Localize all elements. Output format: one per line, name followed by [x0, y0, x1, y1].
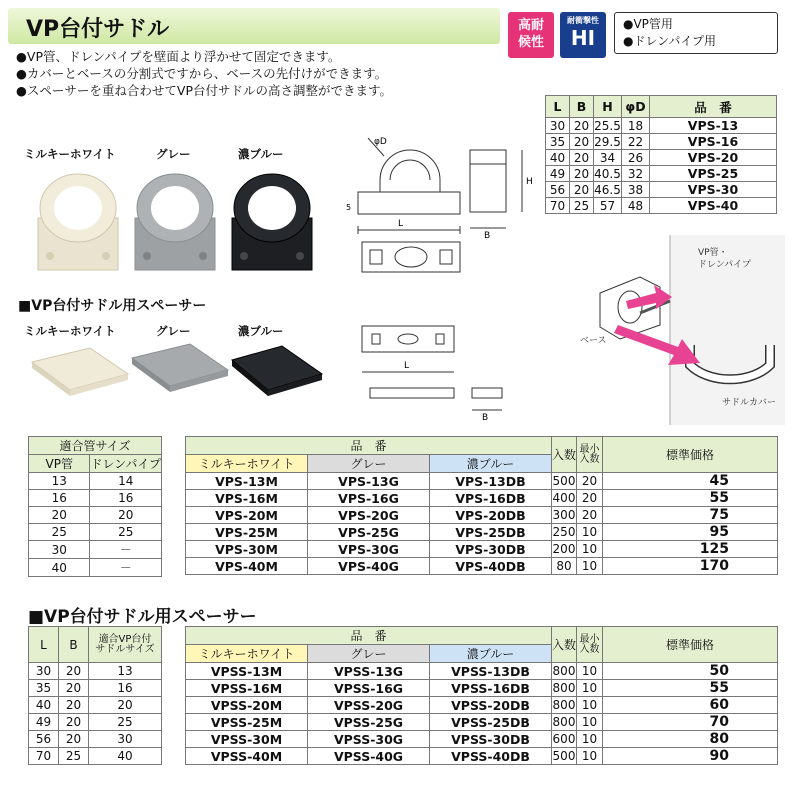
table-cell: VPS-13 — [650, 118, 777, 134]
table-cell: VPSS-30M — [186, 731, 308, 748]
saddle-price-table — [185, 436, 778, 575]
table-cell: 10 — [577, 541, 603, 558]
col-gray: グレー — [308, 455, 430, 473]
table-cell: － — [90, 559, 162, 577]
saddle-milky-image — [38, 174, 118, 270]
dim-label-5: 5 — [346, 203, 352, 212]
use-box: ●VP管用 ●ドレンパイプ用 — [614, 12, 778, 54]
price-header: 標準価格 — [603, 437, 778, 473]
table-cell: VPS-20G — [308, 507, 430, 524]
table-cell: VPS-25G — [308, 524, 430, 541]
table-row — [186, 663, 778, 680]
dim-label-B: B — [484, 231, 491, 241]
table-cell: 20 — [577, 490, 603, 507]
table-row — [546, 166, 777, 182]
dim-header-H: H — [594, 96, 622, 118]
table-cell: 30 — [89, 731, 162, 748]
spacer-dim-label-L: L — [404, 361, 410, 371]
table-cell: 10 — [577, 714, 603, 731]
table-cell: 55 — [603, 490, 778, 507]
table-row — [186, 507, 778, 524]
table-header-row — [29, 437, 162, 455]
table-cell: VPS-30DB — [430, 541, 552, 558]
table-cell: 56 — [546, 182, 570, 198]
table-cell: 29.5 — [594, 134, 621, 149]
table-cell: 45 — [603, 473, 778, 490]
table-row — [29, 663, 162, 680]
table-row — [546, 150, 777, 166]
table-cell: 20 — [577, 473, 603, 490]
table-row — [29, 524, 162, 541]
table-cell: VPS-25DB — [430, 524, 552, 541]
dim-header-pn: 品 番 — [650, 96, 777, 118]
table-cell: 16 — [89, 680, 162, 697]
table-cell: 10 — [577, 731, 603, 748]
table-cell: VPS-40DB — [430, 558, 552, 575]
table-cell: 55 — [603, 680, 778, 697]
table-cell: VPSS-16M — [186, 680, 308, 697]
table-cell: 70 — [29, 748, 59, 765]
table-cell: VPSS-13M — [186, 663, 308, 680]
color-label-milky: ミルキーホワイト — [24, 147, 116, 161]
table-cell: VPS-13G — [308, 473, 430, 490]
table-cell: 49 — [546, 166, 570, 182]
dim-header-B: B — [570, 96, 594, 118]
table-cell: 25 — [90, 524, 162, 541]
spacer-milky-image — [32, 348, 128, 396]
table-cell: 20 — [570, 166, 594, 182]
table-cell: 800 — [552, 698, 576, 712]
table-cell: 500 — [552, 474, 576, 488]
table-cell: 200 — [552, 542, 576, 556]
table-cell: VPS-16G — [308, 490, 430, 507]
fit-col-vp: VP管 — [29, 455, 90, 473]
table-row — [186, 697, 778, 714]
table-row — [546, 182, 777, 198]
spacer-col-gray: グレー — [308, 645, 430, 663]
table-cell: 500 — [552, 749, 576, 763]
saddle-top-view — [362, 242, 460, 272]
table-cell: VPS-25 — [650, 166, 777, 182]
table-cell: 25 — [89, 714, 162, 731]
spacer-blue-image — [232, 346, 322, 396]
table-cell: 75 — [603, 507, 778, 524]
table-cell: 20 — [570, 118, 594, 134]
table-cell: 10 — [577, 663, 603, 680]
fit-col-drain: ドレンパイプ — [90, 455, 162, 473]
table-cell: 25 — [29, 524, 90, 541]
spacer-color-label-milky: ミルキーホワイト — [24, 324, 116, 338]
table-cell: 20 — [59, 731, 89, 748]
saddle-photos — [20, 160, 340, 280]
table-cell: 20 — [89, 697, 162, 714]
table-cell: 35 — [29, 680, 59, 697]
table-cell: 800 — [552, 715, 576, 729]
table-row — [186, 524, 778, 541]
spacer-col-L: L — [29, 627, 59, 663]
saddle-blue-image — [232, 174, 312, 270]
spacer-fit-header: 適合VP台付 サドルサイズ — [89, 627, 162, 663]
table-cell: 25.5 — [594, 118, 621, 133]
table-row — [186, 490, 778, 507]
table-cell: 10 — [577, 748, 603, 765]
table-cell: 46.5 — [594, 182, 621, 197]
table-cell: 40 — [89, 748, 162, 765]
spacer-photos — [20, 338, 330, 400]
dimension-table — [545, 95, 777, 214]
pipe-label-1: VP管・ — [698, 248, 728, 258]
table-cell: VPSS-40M — [186, 748, 308, 765]
table-cell: VPSS-30DB — [430, 731, 552, 748]
table-cell: 10 — [577, 558, 603, 575]
page-title: VP台付サドル — [26, 17, 170, 42]
table-row — [546, 118, 777, 134]
table-cell: VPSS-20M — [186, 697, 308, 714]
table-header-row — [186, 437, 778, 455]
table-cell: 20 — [29, 507, 90, 524]
table-cell: 32 — [622, 166, 650, 182]
dim-header-L: L — [546, 96, 570, 118]
table-cell: 13 — [89, 663, 162, 680]
saddle-gray-image — [135, 174, 215, 270]
feature-item: ●カバーとベースの分割式ですから、ベースの先付けができます。 — [16, 66, 388, 81]
dim-label-H: H — [526, 177, 533, 187]
table-cell: － — [90, 541, 162, 559]
spacer-gray-image — [132, 344, 228, 392]
table-cell: VPS-16 — [650, 134, 777, 150]
feature-item: ●スペーサーを重ね合わせてVP台付サドルの高さ調整ができます。 — [16, 83, 392, 98]
feature-item: ●VP管、ドレンパイプを壁面より浮かせて固定できます。 — [16, 49, 341, 64]
table-cell: 40 — [546, 150, 570, 166]
table-cell: VPS-30M — [186, 541, 308, 558]
table-cell: 10 — [577, 680, 603, 697]
table-header-row — [546, 96, 777, 118]
pipe-label-2: ドレンパイプ — [698, 260, 751, 270]
table-cell: 800 — [552, 664, 576, 678]
table-row — [186, 680, 778, 697]
table-cell: 26 — [622, 150, 650, 166]
spacer-min-qty-header: 最小 入数 — [577, 627, 603, 663]
table-cell: 60 — [603, 697, 778, 714]
fit-size-header: 適合管サイズ — [29, 437, 162, 455]
table-cell: VPSS-16DB — [430, 680, 552, 697]
col-milky: ミルキーホワイト — [186, 455, 308, 473]
table-row — [29, 507, 162, 524]
table-cell: 10 — [577, 697, 603, 714]
feature-list — [16, 48, 392, 99]
table-cell: 25 — [570, 198, 594, 214]
table-cell: 800 — [552, 681, 576, 695]
col-blue: 濃ブルー — [430, 455, 552, 473]
cover-label: サドルカバー — [722, 398, 777, 408]
table-cell: 40 — [29, 697, 59, 714]
table-cell: 20 — [577, 507, 603, 524]
table-cell: 90 — [603, 748, 778, 765]
table-cell: 30 — [546, 118, 570, 134]
table-cell: 20 — [59, 697, 89, 714]
table-cell: VPSS-40DB — [430, 748, 552, 765]
table-cell: 170 — [603, 558, 778, 575]
table-cell: VPSS-13G — [308, 663, 430, 680]
table-cell: 25 — [59, 748, 89, 765]
dim-label-L: L — [398, 219, 404, 229]
table-cell: 600 — [552, 732, 576, 746]
table-cell: 30 — [29, 541, 90, 559]
table-row — [186, 731, 778, 748]
table-cell: VPS-20DB — [430, 507, 552, 524]
spacer-size-table — [28, 626, 162, 765]
spacer-col-blue: 濃ブルー — [430, 645, 552, 663]
spacer-col-milky: ミルキーホワイト — [186, 645, 308, 663]
table-cell: VPSS-16G — [308, 680, 430, 697]
table-row — [29, 697, 162, 714]
table-cell: 80 — [552, 558, 577, 575]
min-qty-header: 最小 入数 — [577, 437, 603, 473]
table-cell: 20 — [570, 134, 594, 150]
title-bar — [8, 8, 500, 44]
table-row — [186, 748, 778, 765]
spacer-table-title: ■VP台付サドル用スペーサー — [28, 607, 257, 627]
table-row — [186, 714, 778, 731]
spacer-side-views — [370, 388, 502, 410]
saddle-front-view — [358, 138, 460, 234]
table-cell: VPS-13DB — [430, 473, 552, 490]
table-cell: VPS-20M — [186, 507, 308, 524]
installation-illustration — [570, 235, 785, 425]
table-cell: VPSS-40G — [308, 748, 430, 765]
table-cell: 400 — [552, 491, 576, 505]
table-cell: 56 — [29, 731, 59, 748]
table-header-row — [186, 627, 778, 645]
table-cell: 38 — [622, 182, 650, 198]
table-header-row — [29, 627, 162, 663]
table-cell: 57 — [594, 198, 622, 214]
table-cell: 20 — [570, 150, 594, 166]
fit-size-table — [28, 436, 162, 577]
saddle-side-view — [470, 150, 522, 228]
table-row — [29, 541, 162, 559]
table-cell: 20 — [570, 182, 594, 198]
table-cell: VPS-13M — [186, 473, 308, 490]
table-cell: VPS-25M — [186, 524, 308, 541]
table-cell: VPS-30G — [308, 541, 430, 558]
color-label-blue: 濃ブルー — [238, 147, 284, 161]
table-cell: 10 — [577, 524, 603, 541]
table-cell: 35 — [546, 134, 570, 150]
spacer-col-B: B — [59, 627, 89, 663]
table-cell: 300 — [552, 508, 576, 522]
table-cell: 48 — [622, 198, 650, 214]
table-row — [29, 731, 162, 748]
impact-resistance-badge: 耐衝撃性 HI — [560, 12, 606, 58]
dim-header-D: φD — [622, 96, 650, 118]
dim-label-D: φD — [374, 137, 387, 147]
qty-header: 入数 — [552, 437, 577, 473]
table-cell: VPSS-20DB — [430, 697, 552, 714]
table-row — [29, 680, 162, 697]
table-cell: 250 — [552, 525, 576, 539]
table-cell: 22 — [622, 134, 650, 150]
spacer-photo-title: ■VP台付サドル用スペーサー — [18, 298, 207, 314]
table-row — [186, 558, 778, 575]
table-cell: 16 — [29, 490, 90, 507]
table-cell: VPSS-20G — [308, 697, 430, 714]
table-cell: 20 — [59, 714, 89, 731]
table-cell: 30 — [29, 663, 59, 680]
weather-resistance-badge: 高耐 候性 — [508, 12, 554, 58]
table-cell: 14 — [90, 473, 162, 490]
spacer-dim-label-B: B — [482, 413, 489, 420]
table-cell: VPSS-25DB — [430, 714, 552, 731]
table-cell: VPS-16M — [186, 490, 308, 507]
table-row — [186, 541, 778, 558]
table-cell: VPS-16DB — [430, 490, 552, 507]
table-cell: VPS-40 — [650, 198, 777, 214]
table-cell: 34 — [594, 150, 622, 166]
table-cell: VPS-20 — [650, 150, 777, 166]
spacer-price-header: 標準価格 — [603, 627, 778, 663]
spacer-price-table — [185, 626, 778, 765]
table-cell: VPS-40G — [308, 558, 430, 575]
table-cell: 13 — [29, 473, 90, 490]
table-row — [29, 490, 162, 507]
table-cell: 80 — [603, 731, 778, 748]
table-cell: 49 — [29, 714, 59, 731]
table-header-row — [29, 455, 162, 473]
table-cell: 20 — [59, 680, 89, 697]
table-cell: 70 — [603, 714, 778, 731]
table-cell: 40 — [29, 559, 90, 577]
table-cell: VPSS-25M — [186, 714, 308, 731]
table-row — [29, 748, 162, 765]
table-row — [29, 473, 162, 490]
table-row — [546, 134, 777, 150]
table-cell: 50 — [603, 663, 778, 680]
table-cell: 95 — [603, 524, 778, 541]
pn-header: 品 番 — [186, 437, 552, 455]
table-row — [29, 714, 162, 731]
table-cell: VPSS-30G — [308, 731, 430, 748]
table-cell: 16 — [90, 490, 162, 507]
table-cell: 20 — [90, 507, 162, 524]
table-cell: VPS-30 — [650, 182, 777, 198]
table-row — [546, 198, 777, 214]
table-cell: 125 — [603, 541, 778, 558]
table-row — [186, 473, 778, 490]
table-cell: VPSS-13DB — [430, 663, 552, 680]
spacer-color-label-gray: グレー — [156, 324, 191, 338]
spacer-qty-header: 入数 — [552, 627, 577, 663]
table-cell: 40.5 — [594, 166, 621, 181]
table-row — [29, 559, 162, 577]
table-cell: 20 — [59, 663, 89, 680]
technical-drawing — [340, 130, 550, 420]
table-cell: VPSS-25G — [308, 714, 430, 731]
color-label-gray: グレー — [156, 147, 191, 161]
table-cell: 70 — [546, 198, 570, 214]
spacer-pn-header: 品 番 — [186, 627, 552, 645]
base-label: ベース — [580, 336, 607, 346]
spacer-color-label-blue: 濃ブルー — [238, 324, 284, 338]
table-cell: 18 — [622, 118, 650, 134]
table-cell: VPS-40M — [186, 558, 308, 575]
